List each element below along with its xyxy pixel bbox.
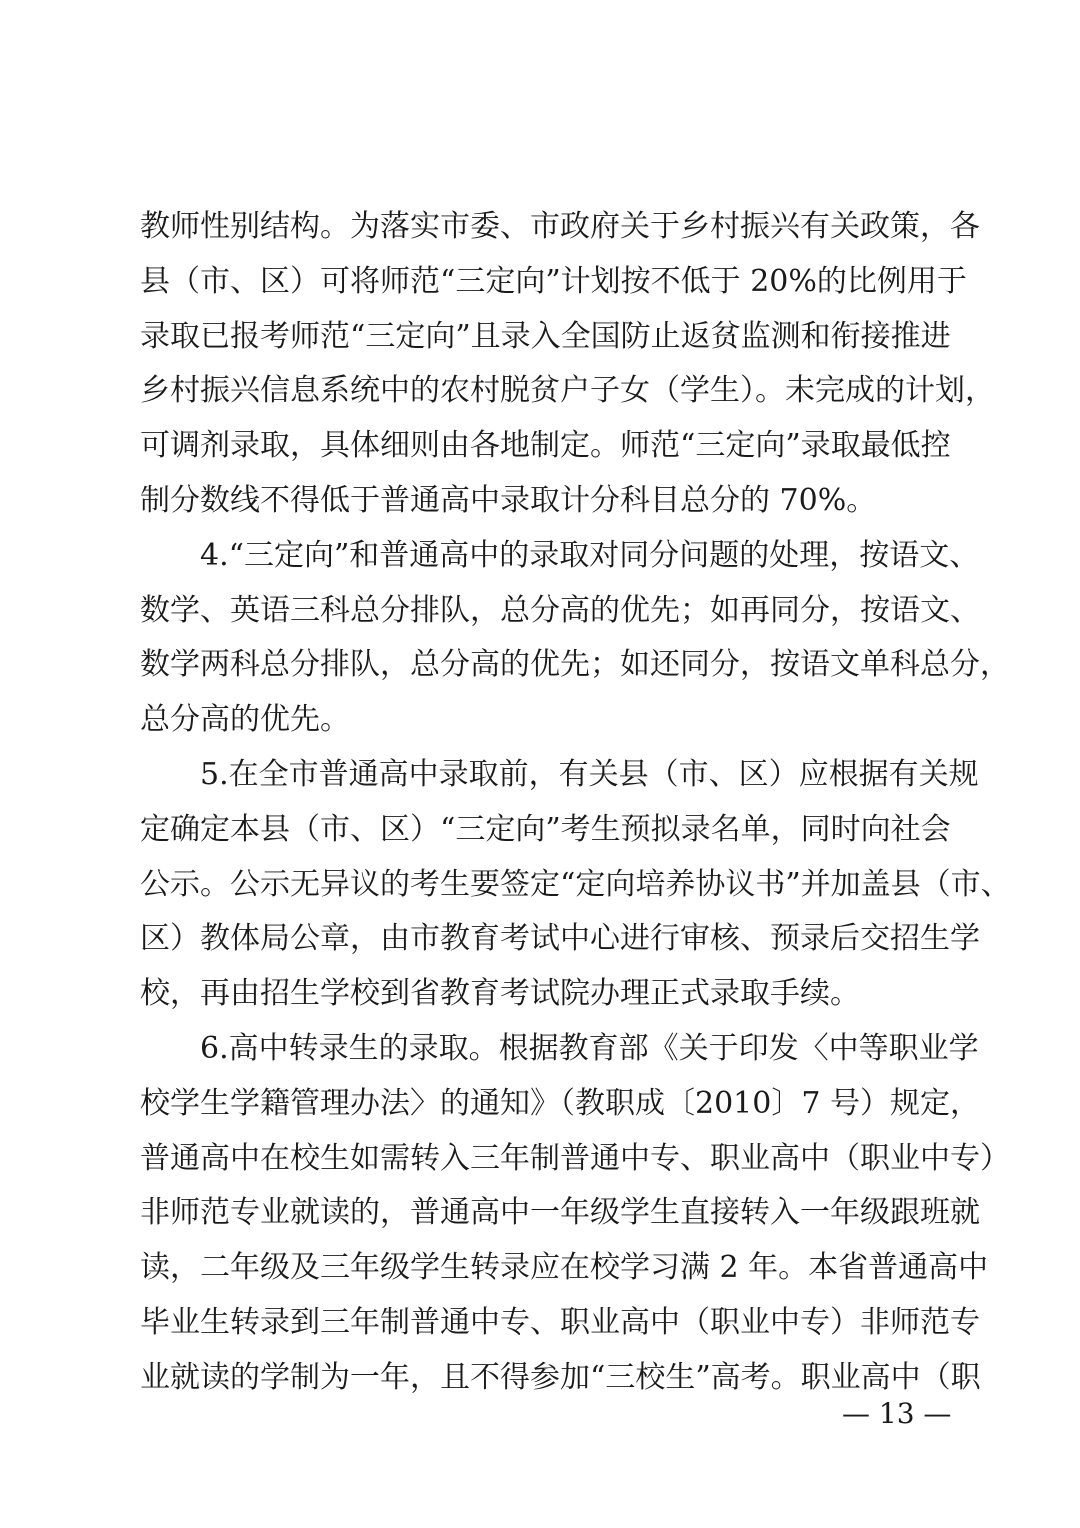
text-line: 定确定本县（市、区）“三定向”考生预拟录名单，同时向社会 [140, 811, 951, 847]
paragraph-4-start: 4.“三定向”和普通高中的录取对同分问题的处理，按语文、 [200, 537, 980, 573]
text-line: 县（市、区）可将师范“三定向”计划按不低于 20%的比例用于 [140, 263, 967, 299]
text-line: 数学两科总分排队，总分高的优先；如还同分，按语文单科总分， [140, 647, 1010, 683]
text-line: 区）教体局公章，由市教育考试中心进行审核、预录后交招生学 [140, 921, 980, 957]
text-line: 总分高的优先。 [140, 702, 350, 738]
text-line: 业就读的学制为一年，且不得参加“三校生”高考。职业高中（职 [140, 1359, 981, 1395]
text-line: 制分数线不得低于普通高中录取计分科目总分的 70%。 [140, 482, 877, 518]
text-line: 校，再由招生学校到省教育考试院办理正式录取手续。 [140, 976, 860, 1012]
text-line: 录取已报考师范“三定向”且录入全国防止返贫监测和衔接推进 [140, 318, 951, 354]
text-line: 数学、英语三科总分排队，总分高的优先；如再同分，按语文、 [140, 592, 980, 628]
text-line: 校学生学籍管理办法〉的通知》（教职成〔2010〕7 号）规定， [140, 1085, 980, 1121]
text-line: 公示。公示无异议的考生要签定“定向培养协议书”并加盖县（市、 [140, 866, 1011, 902]
text-line: 乡村振兴信息系统中的农村脱贫户子女（学生）。未完成的计划， [140, 373, 995, 409]
text-line: 读，二年级及三年级学生转录应在校学习满 2 年。本省普通高中 [140, 1250, 989, 1286]
document-body [140, 200, 1011, 1406]
paragraph-5-start: 5.在全市普通高中录取前，有关县（市、区）应根据有关规 [200, 756, 979, 792]
text-line: 可调剂录取，具体细则由各地制定。师范“三定向”录取最低控 [140, 428, 951, 464]
text-line: 毕业生转录到三年制普通中专、职业高中（职业中专）非师范专 [140, 1304, 980, 1340]
text-line: 非师范专业就读的，普通高中一年级学生直接转入一年级跟班就 [140, 1195, 980, 1231]
page-number: — 13 — [842, 1397, 952, 1430]
text-line: 普通高中在校生如需转入三年制普通中专、职业高中（职业中专） [140, 1140, 1010, 1176]
paragraph-6-start: 6.高中转录生的录取。根据教育部《关于印发〈中等职业学 [200, 1030, 979, 1066]
text-line: 教师性别结构。为落实市委、市政府关于乡村振兴有关政策，各 [140, 209, 980, 244]
